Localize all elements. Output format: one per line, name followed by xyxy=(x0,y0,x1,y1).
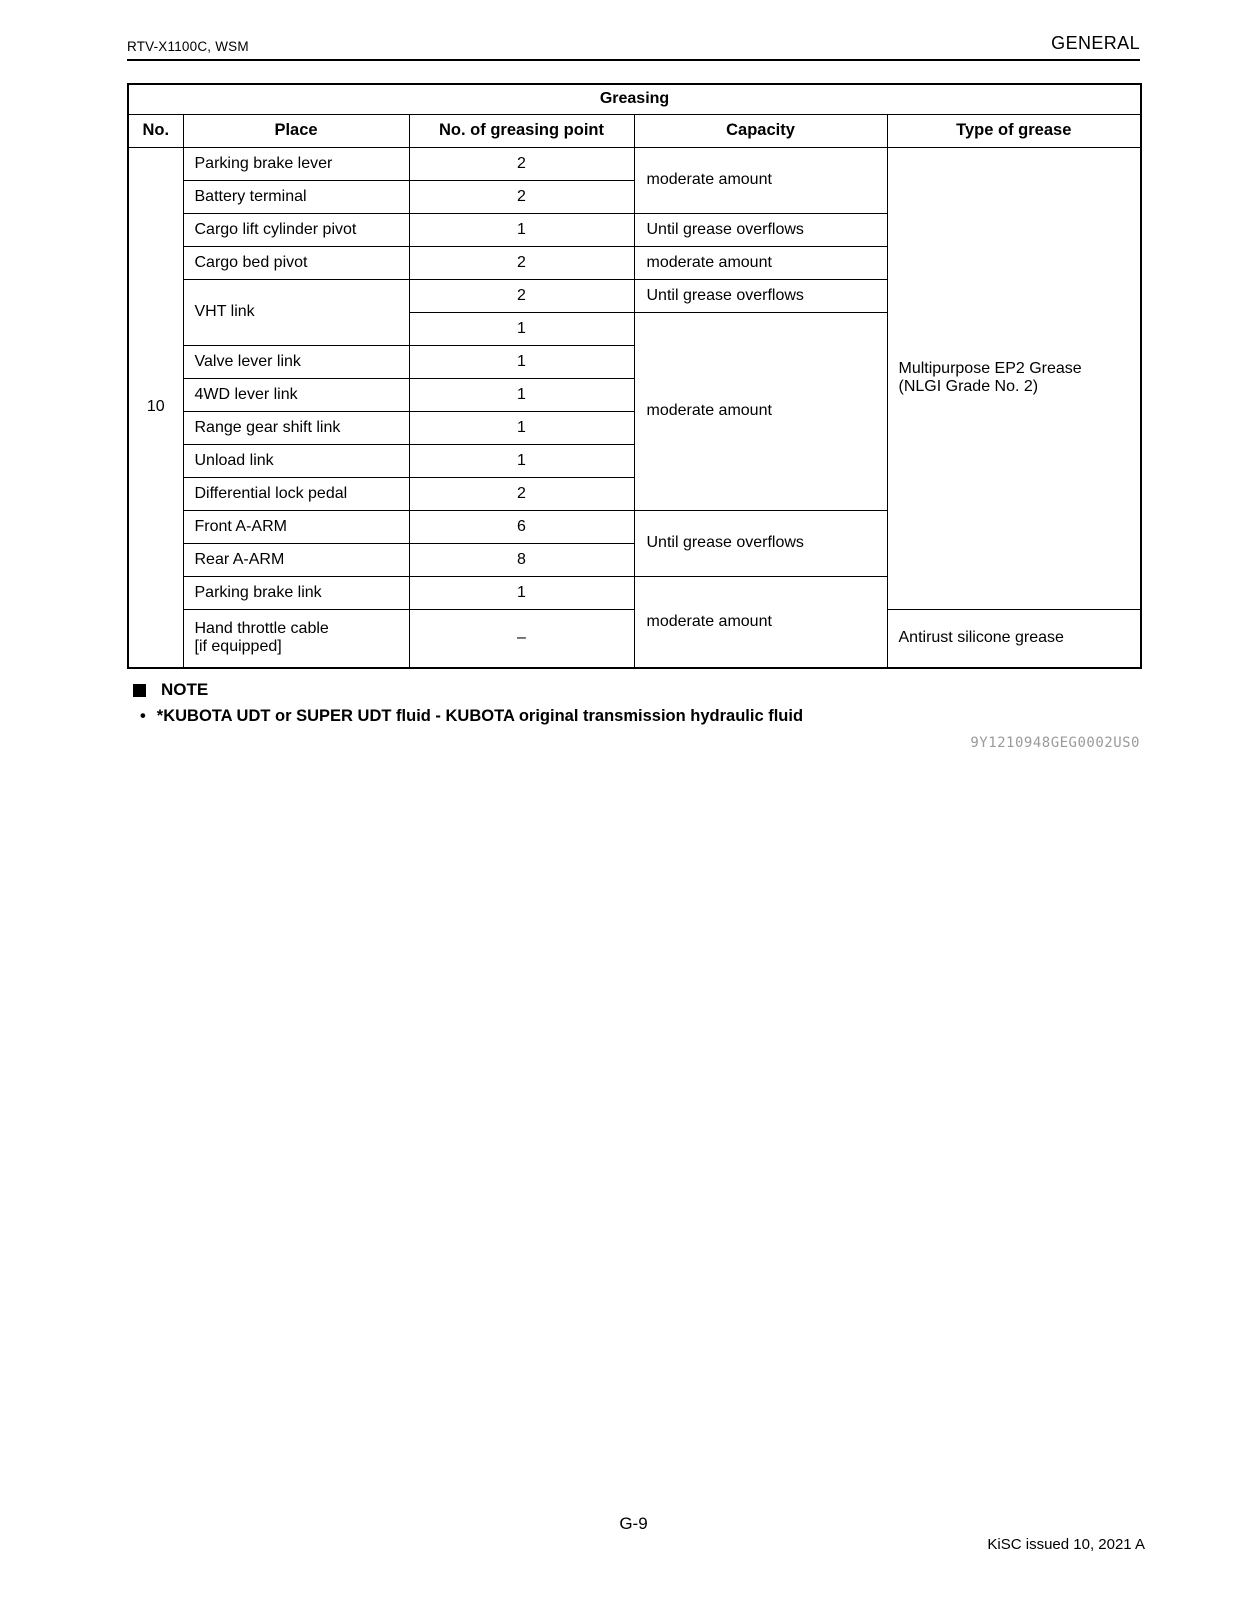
place-cell: Range gear shift link xyxy=(183,411,409,444)
note-square-icon xyxy=(133,684,146,697)
place-line2: [if equipped] xyxy=(194,638,282,656)
points-cell: 2 xyxy=(409,477,634,510)
reference-code: 9Y1210948GEG0002US0 xyxy=(970,735,1140,751)
place-cell: Rear A-ARM xyxy=(183,543,409,576)
place-cell: Unload link xyxy=(183,444,409,477)
note-text: *KUBOTA UDT or SUPER UDT fluid - KUBOTA original transmission hydraulic fluid xyxy=(156,707,804,725)
points-cell: 1 xyxy=(409,345,634,378)
place-cell: Front A-ARM xyxy=(183,510,409,543)
points-cell: 1 xyxy=(409,312,634,345)
table-title-row xyxy=(128,84,1141,114)
greasing-table xyxy=(127,83,1142,669)
points-cell: – xyxy=(409,609,634,668)
points-cell: 1 xyxy=(409,444,634,477)
page-header xyxy=(127,0,1140,61)
grease-type-line1: Multipurpose EP2 Grease xyxy=(898,360,1082,377)
capacity-cell: Until grease overflows xyxy=(634,279,887,312)
note-section xyxy=(127,680,1140,751)
place-cell xyxy=(183,609,409,668)
points-cell: 2 xyxy=(409,180,634,213)
page-number: G-9 xyxy=(619,1514,648,1533)
doc-title: RTV-X1100C, WSM xyxy=(127,39,249,54)
bullet-icon: • xyxy=(140,707,146,725)
content-area xyxy=(127,0,1140,751)
table-row xyxy=(128,147,1141,180)
issue-note: KiSC issued 10, 2021 A xyxy=(987,1536,1145,1553)
place-cell: Valve lever link xyxy=(183,345,409,378)
place-cell: Differential lock pedal xyxy=(183,477,409,510)
column-header-place: Place xyxy=(183,114,409,147)
points-cell: 6 xyxy=(409,510,634,543)
note-heading xyxy=(127,680,1140,700)
place-cell: Parking brake lever xyxy=(183,147,409,180)
grease-type-cell xyxy=(887,147,1141,609)
table-header-row xyxy=(128,114,1141,147)
place-line1: Hand throttle cable xyxy=(194,620,329,638)
grease-type-antirust-cell: Antirust silicone grease xyxy=(887,609,1141,668)
place-cell: Parking brake link xyxy=(183,576,409,609)
section-title: GENERAL xyxy=(1051,33,1140,53)
points-cell: 2 xyxy=(409,147,634,180)
place-cell: VHT link xyxy=(183,279,409,345)
points-cell: 1 xyxy=(409,378,634,411)
note-bullet-line xyxy=(127,707,1140,726)
points-cell: 1 xyxy=(409,213,634,246)
column-header-capacity: Capacity xyxy=(634,114,887,147)
column-header-no: No. xyxy=(128,114,183,147)
capacity-cell: moderate amount xyxy=(634,246,887,279)
points-cell: 1 xyxy=(409,411,634,444)
place-cell: Cargo bed pivot xyxy=(183,246,409,279)
capacity-cell: moderate amount xyxy=(634,147,887,213)
capacity-cell: Until grease overflows xyxy=(634,213,887,246)
points-cell: 2 xyxy=(409,279,634,312)
capacity-cell: Until grease overflows xyxy=(634,510,887,576)
note-label: NOTE xyxy=(161,680,209,699)
capacity-cell: moderate amount xyxy=(634,312,887,510)
column-header-points: No. of greasing point xyxy=(409,114,634,147)
points-cell: 2 xyxy=(409,246,634,279)
place-cell: 4WD lever link xyxy=(183,378,409,411)
place-cell: Cargo lift cylinder pivot xyxy=(183,213,409,246)
no-cell: 10 xyxy=(128,147,183,668)
column-header-type: Type of grease xyxy=(887,114,1141,147)
capacity-cell: moderate amount xyxy=(634,576,887,668)
place-cell: Battery terminal xyxy=(183,180,409,213)
grease-type-line2: (NLGI Grade No. 2) xyxy=(898,378,1039,395)
table-title: Greasing xyxy=(128,84,1141,114)
points-cell: 1 xyxy=(409,576,634,609)
points-cell: 8 xyxy=(409,543,634,576)
